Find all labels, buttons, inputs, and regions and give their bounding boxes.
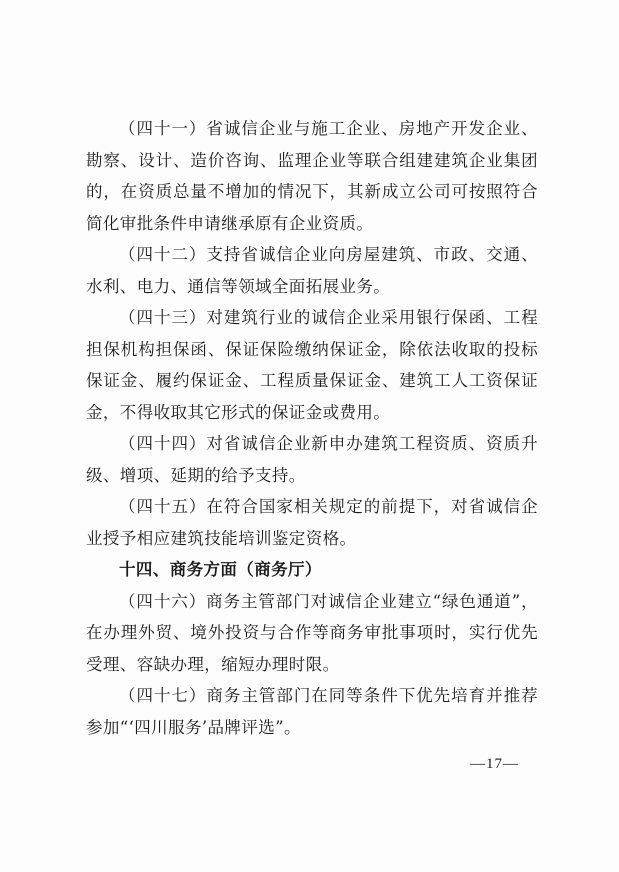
section-heading: 十四、商务方面（商务厅） xyxy=(119,560,322,579)
paragraph-44: （四十四）对省诚信企业新申办建筑工程资质、资质升级、增项、延期的给予支持。 xyxy=(86,434,538,485)
page-number: —17— xyxy=(470,756,519,772)
paragraph-45: （四十五）在符合国家相关规定的前提下，对省诚信企业授予相应建筑技能培训鉴定资格。 xyxy=(86,497,538,548)
paragraph-42: （四十二）支持省诚信企业向房屋建筑、市政、交通、水利、电力、通信等领域全面拓展业务。 xyxy=(86,245,538,296)
paragraph-43: （四十三）对建筑行业的诚信企业采用银行保函、工程担保机构担保函、保证保险缴纳保证金，除依法收取的投标保证金、履约保证金、工程质量保证金、建筑工人工资保证金，不得收取其它形式的保证金或费用。 xyxy=(86,308,538,422)
paragraph-47: （四十七）商务主管部门在同等条件下优先培育并推荐参加“‘四川服务’品牌评选”。 xyxy=(86,686,538,737)
document-body xyxy=(86,113,538,743)
paragraph-46: （四十六）商务主管部门对诚信企业建立“绿色通道”，在办理外贸、境外投资与合作等商务审批事项时，实行优先受理、容缺办理，缩短办理时限。 xyxy=(86,591,538,674)
paragraph-41: （四十一）省诚信企业与施工企业、房地产开发企业、勘察、设计、造价咨询、监理企业等联合组建建筑企业集团的，在资质总量不增加的情况下，其新成立公司可按照符合简化审批条件申请继承原有企业资质。 xyxy=(86,119,538,233)
